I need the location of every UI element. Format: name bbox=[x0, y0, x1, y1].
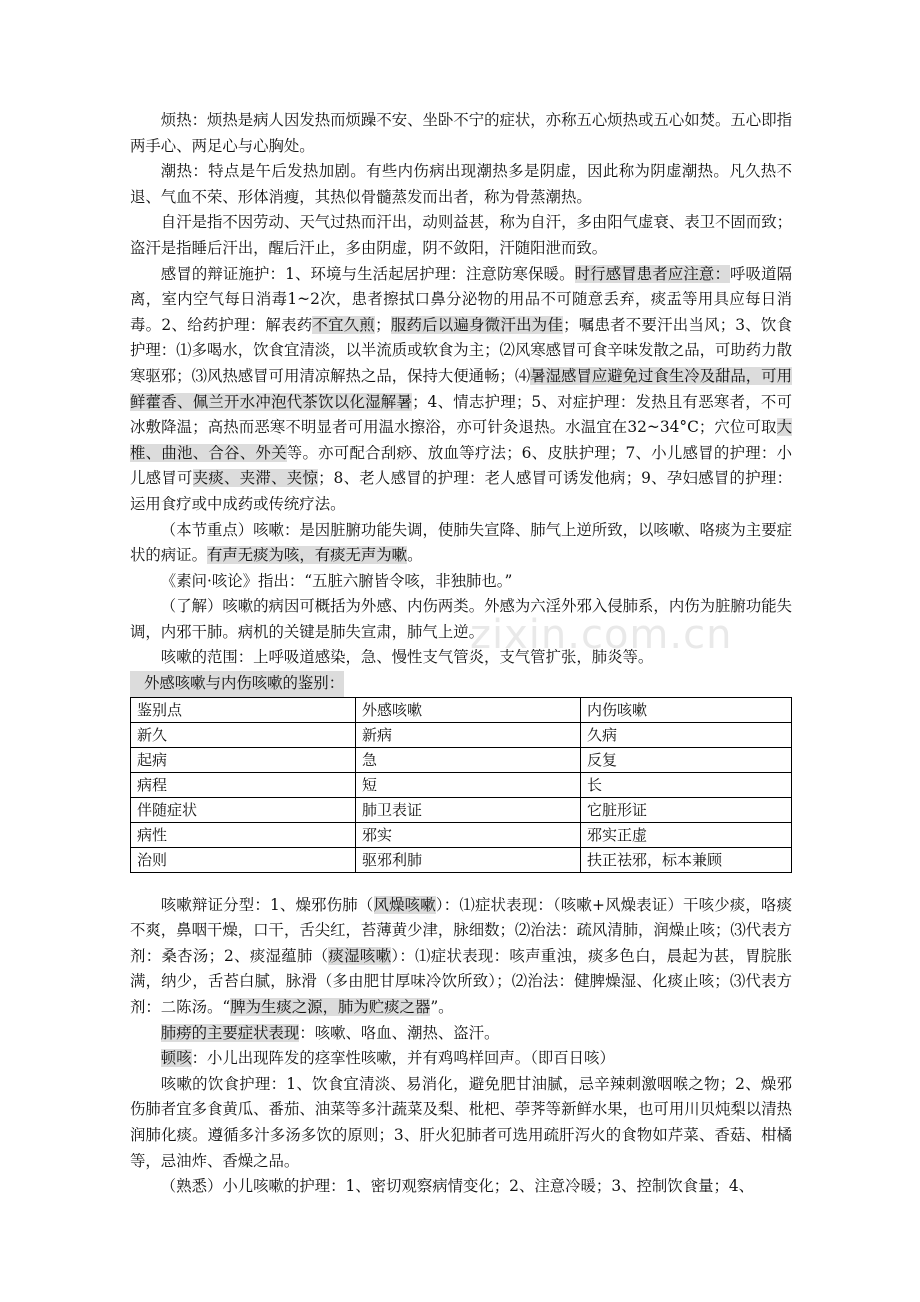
table-cell: 久病 bbox=[581, 722, 792, 747]
paragraph-kesou-range: 咳嗽的范围：上呼吸道感染，急、慢性支气管炎，支气管扩张，肺炎等。 bbox=[160, 648, 654, 667]
table-header-cell: 鉴别点 bbox=[131, 697, 356, 722]
paragraph-zihan: 自汗是指不因劳动、天气过热而汗出，动则益甚，称为自汗，多由阳气虚衰、表卫不固而致；盗汗是指睡后汗出，醒后汗止，多由阴虚，阴不敛阳，汗随阳泄而致。 bbox=[130, 213, 792, 257]
table-header-cell: 外感咳嗽 bbox=[356, 697, 581, 722]
paragraph-chaore: 潮热：特点是午后发热加剧。有些内伤病出现潮热多是阴虚，因此称为阴虚潮热。凡久热不退、气血不荣、形体消瘦，其热似骨髓蒸发而出者，称为骨蒸潮热。 bbox=[130, 162, 792, 206]
table-row bbox=[131, 797, 792, 822]
table-cell: 病程 bbox=[131, 772, 356, 797]
text-run: ）：⑴症状表现：咳声重浊，痰多色白，晨起为甚，胃脘胀满，纳少，舌苔白腻，脉滑（多由肥甘厚味冷饮所致）；⑵治法：健脾燥湿、化痰止咳；⑶代表方剂：二陈汤。“ bbox=[130, 946, 792, 1017]
paragraph-dunke bbox=[130, 1046, 792, 1072]
paragraph-kesou-diet: 咳嗽的饮食护理：1、饮食宜清淡、易消化，避免肥甘油腻，忌辛辣刺激咽喉之物；2、燥邪伤肺者宜多食黄瓜、番茄、油菜等多汁蔬菜及梨、枇杷、荸荠等新鲜水果，也可用川贝炖梨以清热润肺化痰。遵循多汁多汤多饮的原则；3、肝火犯肺者可选用疏肝泻火的食物如芹菜、香菇、柑橘等，忌油炸、香燥之品。 bbox=[130, 1074, 792, 1170]
text-run: ；8、老人感冒的护理：老人感冒可诱发他病；9、孕妇感冒的护理：运用食疗或中成药或传统疗法。 bbox=[130, 469, 792, 513]
paragraph-feilao bbox=[130, 1021, 792, 1047]
table-row bbox=[131, 747, 792, 772]
table-cell: 新久 bbox=[131, 722, 356, 747]
text-run: ）：⑴症状表现：（咳嗽+风燥表证）干咳少痰，咯痰不爽，鼻咽干燥，口干，舌尖红，苔薄黄少津，脉细数；⑵治法：疏风清肺，润燥止咳；⑶代表方剂：桑杏汤；2、痰湿蕴肺（ bbox=[130, 895, 792, 965]
highlight: 不宜久煎 bbox=[312, 315, 376, 334]
highlight: 夹痰、夹滞、夹惊 bbox=[192, 469, 319, 488]
highlight: 时行感冒患者应注意： bbox=[574, 264, 730, 283]
text-run: 呼吸道隔离，室内空气每日消毒1~2次，患者擦拭口鼻分泌物的用品不可随意丢弃，痰盂等用具应每日消毒。2、给药护理：解表药 bbox=[130, 264, 792, 334]
paragraph-suwen-quote: 《素问·咳论》指出：“五脏六腑皆令咳，非独肺也。” bbox=[160, 571, 513, 590]
text-run: ：咳嗽、咯血、潮热、盗汗。 bbox=[299, 1023, 500, 1042]
table-cell: 邪实 bbox=[356, 822, 581, 847]
spacer bbox=[130, 873, 792, 893]
text-run: ；嘱患者不要汗出当风；3、饮食护理：⑴多喝水，饮食宜清淡，以半流质或软食为主；⑵风寒感冒可食辛味发散之品，可助药力散寒驱邪；⑶风热感冒可用清凉解热之品，保持大便通畅；⑷ bbox=[130, 315, 792, 385]
highlight: 风燥咳嗽 bbox=[373, 895, 436, 914]
table-cell: 急 bbox=[356, 747, 581, 772]
table-cell: 新病 bbox=[356, 722, 581, 747]
text-run: （本节重点）咳嗽：是因脏腑功能失调，使肺失宣降、肺气上逆所致，以咳嗽、咯痰为主要症状的病证。 bbox=[130, 520, 792, 565]
paragraph-child-kesou: （熟悉）小儿咳嗽的护理：1、密切观察病情变化；2、注意冷暖；3、控制饮食量；4、 bbox=[160, 1177, 755, 1196]
document-page bbox=[130, 108, 792, 1200]
highlight: 肺痨的主要症状表现 bbox=[160, 1023, 300, 1042]
table-cell: 它脏形证 bbox=[581, 797, 792, 822]
watermark: zixin.com.cn bbox=[470, 612, 733, 658]
table-row bbox=[131, 847, 792, 872]
highlight: 暑湿感冒应避免过食生冷及甜品，可用鲜藿香、佩兰开水冲泡代茶饮以化湿解暑 bbox=[130, 366, 792, 411]
highlight: 脾为生痰之源，肺为贮痰之器 bbox=[230, 998, 431, 1017]
table-cell: 长 bbox=[581, 772, 792, 797]
paragraph-kesou-definition bbox=[130, 518, 792, 569]
text-run: ； bbox=[375, 315, 391, 334]
highlight: 大椎、曲池、合谷、外关 bbox=[130, 418, 792, 462]
text-run: 等。亦可配合刮痧、放血等疗法；6、皮肤护理；7、小儿感冒的护理：小儿感冒可 bbox=[130, 443, 792, 488]
table-cell: 病性 bbox=[131, 822, 356, 847]
table-cell: 扶正祛邪，标本兼顾 bbox=[581, 847, 792, 872]
paragraph-kesou-types bbox=[130, 893, 792, 1021]
table-cell: 起病 bbox=[131, 747, 356, 772]
text-run: 。 bbox=[407, 546, 423, 565]
differentiation-table bbox=[130, 697, 792, 873]
table-header-cell: 内伤咳嗽 bbox=[581, 697, 792, 722]
text-run: ；4、情志护理；5、对症护理：发热且有恶寒者，不可冰敷降温；高热而恶寒不明显者可用温水擦浴，亦可针灸退热。水温宜在32~34°C；穴位可取 bbox=[130, 392, 792, 437]
table-cell: 肺卫表证 bbox=[356, 797, 581, 822]
table-cell: 反复 bbox=[581, 747, 792, 772]
table-caption: 外感咳嗽与内伤咳嗽的鉴别： bbox=[130, 671, 344, 697]
table-header-row bbox=[131, 697, 792, 722]
paragraph-fanre: 烦热：烦热是病人因发热而烦躁不安、坐卧不宁的症状，亦称五心烦热或五心如焚。五心即指两手心、两足心与心胸处。 bbox=[130, 111, 792, 155]
table-cell: 邪实正虚 bbox=[581, 822, 792, 847]
highlight: 痰湿咳嗽 bbox=[328, 946, 392, 965]
paragraph-kesou-cause: （了解）咳嗽的病因可概括为外感、内伤两类。外感为六淫外邪入侵肺系，内伤为脏腑功能失调，内邪干肺。病机的关键是肺失宣肃，肺气上逆。 bbox=[130, 597, 792, 641]
text-run: ：小儿出现阵发的痉挛性咳嗽，并有鸡鸣样回声。（即百日咳） bbox=[191, 1049, 615, 1068]
table-row bbox=[131, 772, 792, 797]
table-cell: 短 bbox=[356, 772, 581, 797]
table-row bbox=[131, 822, 792, 847]
highlight: 服药后以遍身微汗出为佳 bbox=[390, 315, 564, 334]
text-run: ”。 bbox=[430, 998, 454, 1017]
highlight: 有声无痰为咳，有痰无声为嗽 bbox=[206, 546, 408, 565]
table-row bbox=[131, 722, 792, 747]
table-cell: 伴随症状 bbox=[131, 797, 356, 822]
text-run: 感冒的辩证施护：1、环境与生活起居护理：注意防寒保暖。 bbox=[160, 264, 575, 283]
text-run: 咳嗽辩证分型：1、燥邪伤肺（ bbox=[160, 895, 374, 914]
table-cell: 驱邪利肺 bbox=[356, 847, 581, 872]
table-cell: 治则 bbox=[131, 847, 356, 872]
paragraph-ganmao-nursing bbox=[130, 262, 792, 518]
highlight: 顿咳 bbox=[160, 1049, 192, 1068]
